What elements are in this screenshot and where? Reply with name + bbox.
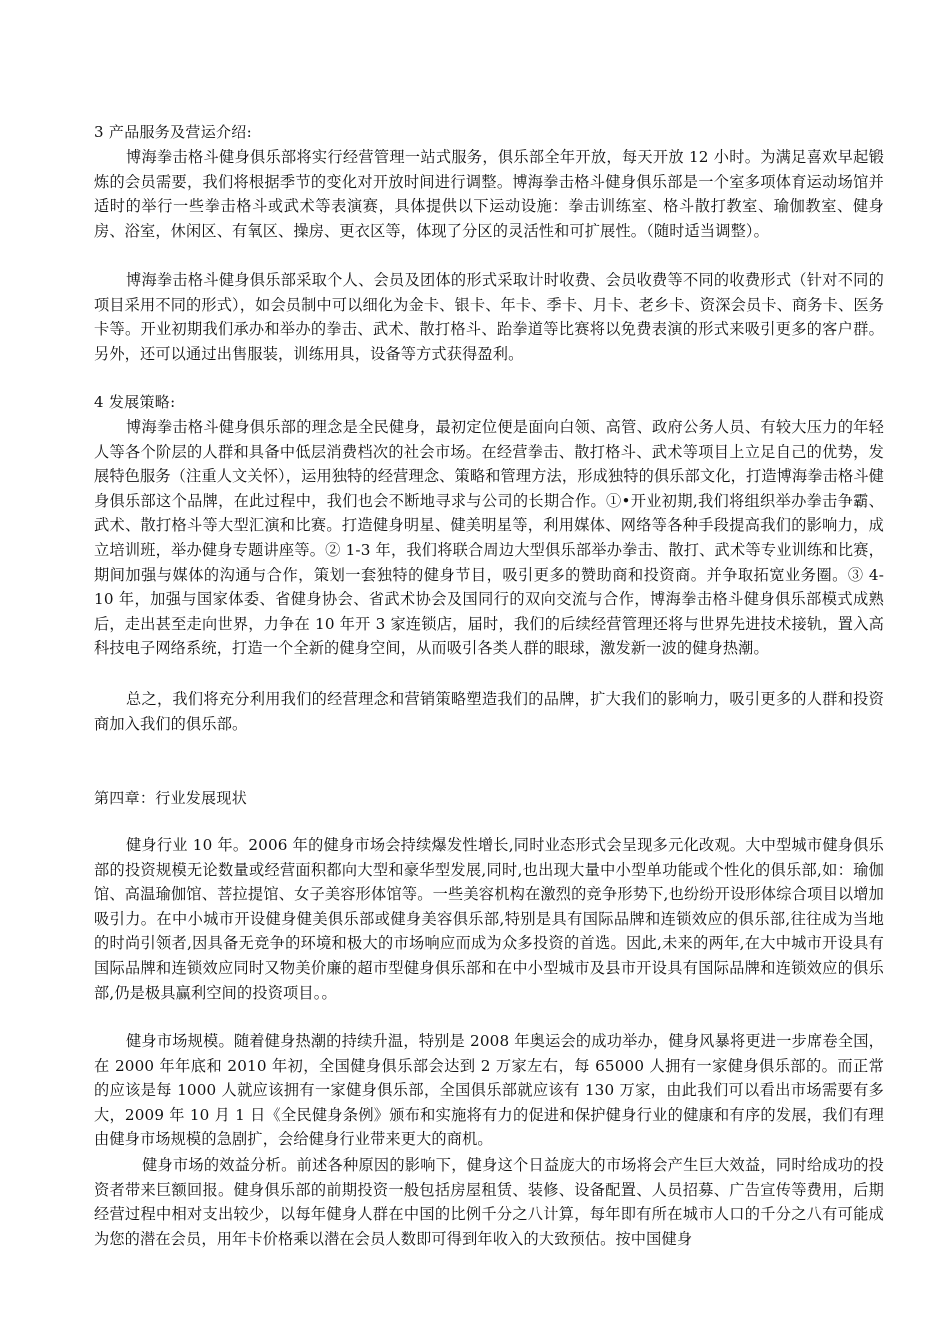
section-4-paragraph-1: 博海拳击格斗健身俱乐部的理念是全民健身，最初定位便是面向白领、高管、政府公务人员、有较大压力的年轻人等各个阶层的人群和具备中低层消费档次的社会市场。在经营拳击、散打格斗、武术等项目上立足自己的优势，发展特色服务（注重人文关怀），运用独特的经营理念、策略和管理方法，形成独特的俱乐部文化，打造博海拳击格斗健身俱乐部这个品牌，在此过程中，我们也会不断地寻求与公司的长期合作。①•开业初期,我们将组织举办拳击争霸、武术、散打格斗等大型汇演和比赛。打造健身明星、健美明星等，利用媒体、网络等各种手段提高我们的影响力，成立培训班，举办健身专题讲座等。② 1-3 年，我们将联合周边大型俱乐部举办拳击、散打、武术等专业训练和比赛，期间加强与媒体的沟通与合作，策划一套独特的健身节目，吸引更多的赞助商和投资商。并争取拓宽业务圈。③ 4-10 年，加强与国家体委、省健身协会、省武术协会及国同行的双向交流与合作，博海拳击格斗健身俱乐部模式成熟后，走出甚至走向世界，力争在 10 年开 3 家连锁店，届时，我们的后续经营管理还将与世界先进技术接轨，置入高科技电子网络系统，打造一个全新的健身空间，从而吸引各类人群的眼球，激发新一波的健身热潮。 <box>94 418 884 658</box>
section-3-paragraph-2: 博海拳击格斗健身俱乐部采取个人、会员及团体的形式采取计时收费、会员收费等不同的收费形式（针对不同的项目采用不同的形式），如会员制中可以细化为金卡、银卡、年卡、季卡、月卡、老乡卡、资深会员卡、商务卡、医务卡等。开业初期我们承办和举办的拳击、武术、散打格斗、跆拳道等比赛将以免费表演的形式来吸引更多的客户群。另外，还可以通过出售服装，训练用具，设备等方式获得盈利。 <box>94 271 884 363</box>
chapter-4-paragraph-1: 健身行业 10 年。2006 年的健身市场会持续爆发性增长,同时业态形式会呈现多元化改观。大中型城市健身俱乐部的投资规模无论数量或经营面积都向大型和豪华型发展,同时,也出现大量中小型单功能或个性化的俱乐部,如：瑜伽馆、高温瑜伽馆、菩拉提馆、女子美容形体馆等。一些美容机构在激烈的竞争形势下,也纷纷开设形体综合项目以增加吸引力。在中小城市开设健身健美俱乐部或健身美容俱乐部,特别是具有国际品牌和连锁效应的俱乐部,往往成为当地的时尚引领者,因具备无竞争的环境和极大的市场响应而成为众多投资的首选。因此,未来的两年,在大中城市开设具有国际品牌和连锁效应同时又物美价廉的超市型健身俱乐部和在中小型城市及县市开设具有国际品牌和连锁效应的俱乐部,仍是极具赢利空间的投资项目。。 <box>94 836 884 1002</box>
chapter-4-heading: 第四章：行业发展现状 <box>94 789 248 807</box>
section-3-paragraph-1: 博海拳击格斗健身俱乐部将实行经营管理一站式服务，俱乐部全年开放，每天开放 12 小时。为满足喜欢早起锻炼的会员需要，我们将根据季节的变化对开放时间进行调整。博海拳击格斗健身俱乐部是一个室多项体育运动场馆并适时的举行一些拳击格斗或武术等表演赛，具体提供以下运动设施：拳击训练室、格斗散打教室、瑜伽教室、健身房、浴室，休闲区、有氧区、操房、更衣区等，体现了分区的灵活性和可扩展性。（随时适当调整）。 <box>94 148 884 240</box>
section-3-heading: 3 产品服务及营运介绍: <box>94 123 252 141</box>
chapter-4-paragraph-3: 健身市场的效益分析。前述各种原因的影响下，健身这个日益庞大的市场将会产生巨大效益，同时给成功的投资者带来巨额回报。健身俱乐部的前期投资一般包括房屋租赁、装修、设备配置、人员招募、广告宣传等费用，后期经营过程中相对支出较少，以每年健身人群在中国的比例千分之八计算，每年即有所在城市人口的千分之八有可能成为您的潜在会员，用年卡价格乘以潜在会员人数即可得到年收入的大致预估。按中国健身 <box>94 1156 884 1248</box>
section-4-heading: 4 发展策略: <box>94 393 176 411</box>
section-4-paragraph-2: 总之，我们将充分利用我们的经营理念和营销策略塑造我们的品牌，扩大我们的影响力，吸引更多的人群和投资商加入我们的俱乐部。 <box>94 690 884 733</box>
chapter-4-paragraph-2: 健身市场规模。随着健身热潮的持续升温，特别是 2008 年奥运会的成功举办，健身风暴将更进一步席卷全国，在 2000 年年底和 2010 年初，全国健身俱乐部会达到 2 万家左右，每 65000 人拥有一家健身俱乐部的。而正常的应该是每 1000 人就应该拥有一家健身俱乐部，全国俱乐部就应该有 130 万家，由此我们可以看出市场需要有多大，2009 年 10 月 1 日《全民健身条例》颁布和实施将有力的促进和保护健身行业的健康和有序的发展，我们有理由健身市场规模的急剧扩，会给健身行业带来更大的商机。 <box>94 1032 884 1149</box>
